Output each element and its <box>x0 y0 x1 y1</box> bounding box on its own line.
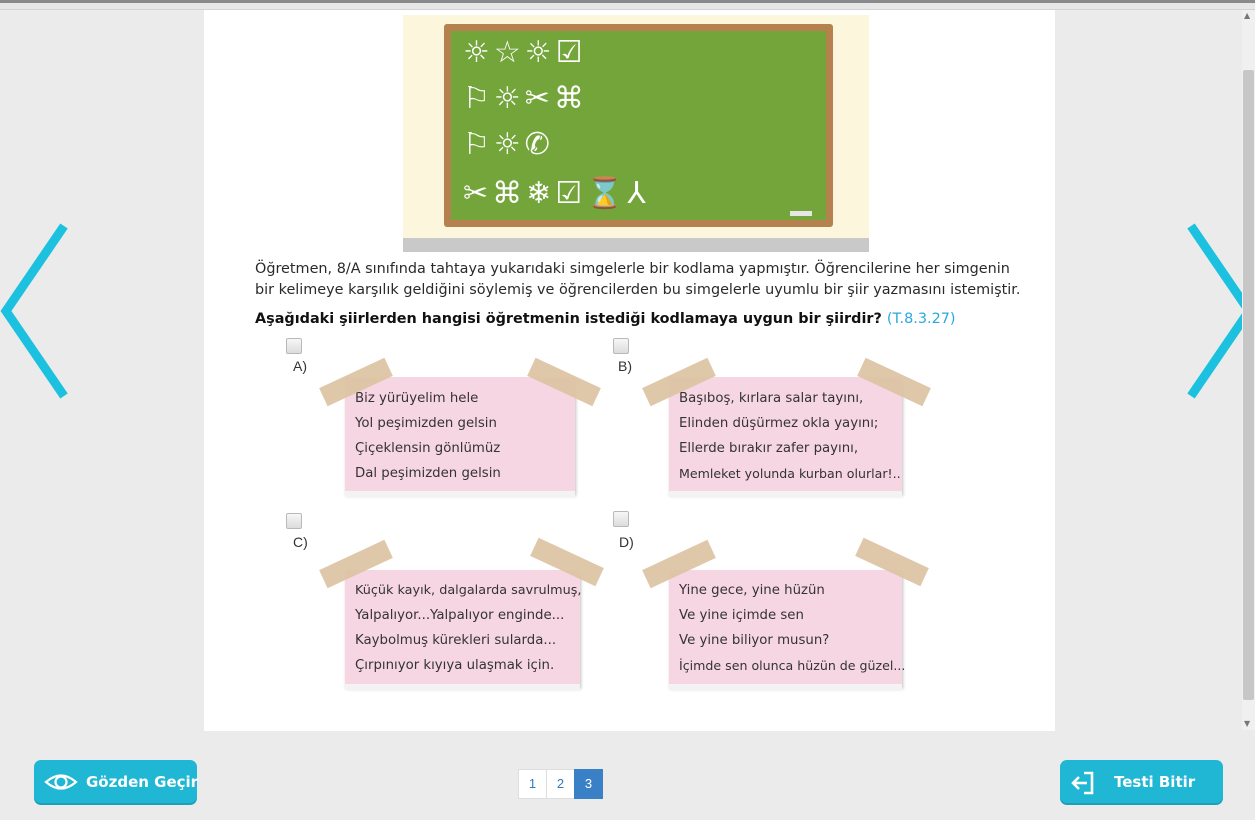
vertical-scrollbar[interactable] <box>1242 10 1255 730</box>
question-prompt-text: Aşağıdaki şiirlerden hangisi öğretmenin istediği kodlamaya uygun bir şiirdir? <box>255 311 882 327</box>
option-a-line-4: Dal peşimizden gelsin <box>355 466 501 481</box>
pagination <box>518 769 602 799</box>
option-b-letter: B) <box>618 358 632 374</box>
option-b-note[interactable] <box>669 377 902 493</box>
eye-icon <box>44 768 78 796</box>
option-c-note[interactable] <box>345 570 580 686</box>
symbol-row-3: ⚐☼✆ <box>463 127 554 162</box>
review-button-label: Gözden Geçir <box>86 773 199 791</box>
option-b-line-1: Başıboş, kırlara salar tayını, <box>679 391 864 406</box>
option-b-line-3: Ellerde bırakır zafer payını, <box>679 441 859 456</box>
finish-test-button[interactable] <box>1060 760 1223 805</box>
option-a-line-1: Biz yürüyelim hele <box>355 391 479 406</box>
chalkboard-surface <box>451 31 826 220</box>
page-button-3[interactable]: 3 <box>574 769 603 799</box>
scroll-down-icon[interactable]: ▼ <box>1244 719 1251 728</box>
option-a-line-3: Çiçeklensin gönlümüz <box>355 441 501 456</box>
question-prompt <box>255 309 956 329</box>
board-shelf <box>403 238 869 252</box>
option-d-letter: D) <box>619 534 634 550</box>
question-code: (T.8.3.27) <box>886 311 956 327</box>
page-button-2[interactable]: 2 <box>546 769 575 799</box>
option-d-note[interactable] <box>669 570 906 686</box>
option-c-line-4: Çırpınıyor kıyıya ulaşmak için. <box>355 658 555 673</box>
chalkboard-illustration <box>403 15 869 252</box>
browser-top-bar <box>0 0 1255 10</box>
option-c-line-1: Küçük kayık, dalgalarda savrulmuş, <box>355 583 582 598</box>
symbol-row-2: ⚐☼✂⌘ <box>463 81 588 116</box>
scroll-up-icon[interactable]: ▲ <box>1244 11 1251 20</box>
option-d-line-1: Yine gece, yine hüzün <box>679 583 825 598</box>
option-b-checkbox[interactable] <box>613 338 629 354</box>
finish-test-button-label: Testi Bitir <box>1114 773 1196 791</box>
chalkboard-frame <box>444 24 833 227</box>
review-button[interactable] <box>34 760 197 805</box>
chalk-piece <box>790 211 812 216</box>
option-a-note[interactable] <box>345 377 575 493</box>
symbol-row-1: ☼☆☼☑ <box>463 35 587 70</box>
scroll-thumb[interactable] <box>1243 70 1254 700</box>
option-c-letter: C) <box>293 534 308 550</box>
option-d-line-2: Ve yine içimde sen <box>679 608 804 623</box>
previous-question-arrow-icon[interactable] <box>0 222 70 400</box>
option-a-line-2: Yol peşimizden gelsin <box>355 416 497 431</box>
option-d-line-4: İçimde sen olunca hüzün de güzel... <box>679 658 906 673</box>
option-c-line-2: Yalpalıyor...Yalpalıyor enginde... <box>355 608 565 623</box>
option-c-checkbox[interactable] <box>286 513 302 529</box>
exit-icon <box>1070 770 1096 796</box>
option-a-letter: A) <box>293 358 307 374</box>
option-b-line-4: Memleket yolunda kurban olurlar!.. <box>679 466 901 481</box>
page-button-1[interactable]: 1 <box>518 769 547 799</box>
option-b-line-2: Elinden düşürmez okla yayını; <box>679 416 879 431</box>
option-a-checkbox[interactable] <box>286 338 302 354</box>
question-text-line-2: bir kelimeye karşılık geldiğini söylemiş ve öğrencilerden bu simgelerle uyumlu bir şiir yazmasını istemiştir. <box>255 282 1021 298</box>
symbol-row-4: ✂⌘❄☑⌛⅄ <box>463 176 650 211</box>
option-d-line-3: Ve yine biliyor musun? <box>679 633 830 648</box>
option-c-line-3: Kaybolmuş kürekleri sularda... <box>355 633 557 648</box>
question-text-line-1: Öğretmen, 8/A sınıfında tahtaya yukarıdaki simgelerle bir kodlama yapmıştır. Öğrencilerine her simgenin <box>255 261 1010 277</box>
option-d-checkbox[interactable] <box>613 511 629 527</box>
